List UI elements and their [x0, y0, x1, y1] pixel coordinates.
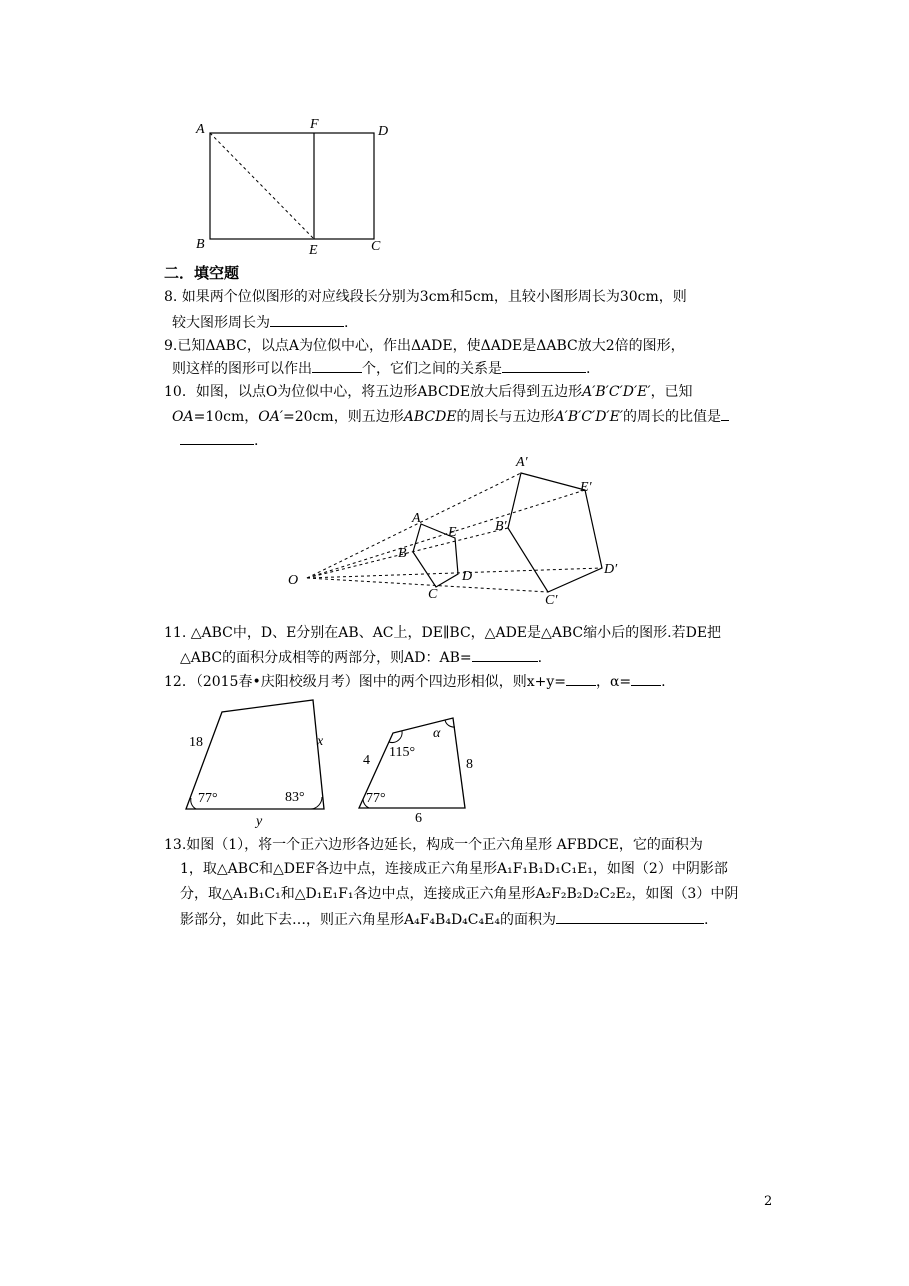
q8-end: . [344, 315, 349, 331]
q10-pentagon-prime: A′B′C′D′E′ [582, 384, 651, 400]
q11-end: . [537, 650, 543, 666]
q10-text-f: 的周长的比值是 [623, 409, 721, 425]
q9-answer-blank-1[interactable] [312, 358, 362, 373]
q13-line2: 1，取△ABC和△DEF各边中点，连接成正六角星形A₁F₁B₁D₁C₁E₁，如图（2）中阴影部 [180, 861, 728, 877]
q13-line4 [180, 909, 708, 930]
quad-left-side-right: x [317, 734, 324, 749]
q10-text-b: ，已知 [650, 384, 693, 400]
q9-text-b: 个，它们之间的关系是 [362, 361, 502, 377]
rect-abcd [210, 133, 374, 239]
label-pd: D [462, 569, 473, 584]
ray-ob [307, 528, 508, 578]
label-f: F [310, 117, 319, 132]
label-o: O [288, 573, 299, 588]
q11-answer-blank[interactable] [472, 647, 538, 662]
angle-mark-left-77 [191, 798, 196, 809]
label-e-prime: E′ [580, 480, 592, 495]
label-pa: A [412, 511, 421, 526]
label-c: C [371, 239, 381, 254]
q13-end: . [703, 912, 709, 928]
quad-left-side-left: 18 [189, 735, 203, 750]
q10-text-e: 的周长与五边形 [456, 409, 555, 425]
q9-answer-blank-2[interactable] [502, 358, 586, 373]
q10-line3 [180, 430, 258, 451]
q10-text-d: =20cm，则五边形 [283, 409, 404, 425]
quad-right-angle-top: 115° [389, 745, 416, 760]
q10-text-c: =10cm， [193, 409, 259, 425]
q8-line1: 8. 如果两个位似图形的对应线段长分别为3cm和5cm，且较小图形周长为30cm，则 [164, 289, 687, 305]
label-a-prime: A′ [516, 455, 528, 470]
label-c-prime: C′ [545, 593, 558, 608]
q13-line1: 13.如图（1），将一个正六边形各边延长，构成一个正六角星形 AFBDCE，它的面积为 [164, 837, 703, 853]
label-d: D [378, 124, 389, 139]
quad-left-side-bottom: y [256, 814, 263, 829]
quad-right-angle-left: 77° [366, 791, 386, 806]
q11-text: △ABC的面积分成相等的两部分，则AD：AB= [180, 650, 472, 666]
q9-line2 [172, 358, 590, 379]
q10-answer-blank[interactable] [180, 430, 254, 445]
dashed-ae [210, 133, 314, 239]
q12-line1 [164, 671, 666, 692]
quad-right-side-right: 8 [466, 757, 473, 772]
q12-answer-blank-1[interactable] [566, 671, 596, 686]
label-e: E [309, 243, 318, 258]
quad-left-angle-right: 83° [285, 790, 305, 805]
q10-oa: OA [172, 409, 194, 425]
section-title: 二．填空题 [164, 264, 240, 282]
q10-abcde: ABCDE [403, 409, 457, 425]
q10-line2 [172, 406, 729, 427]
q9-text-a: 则这样的图形可以作出 [172, 361, 312, 377]
q13-answer-blank[interactable] [556, 909, 704, 924]
quad-right-side-left: 4 [363, 753, 370, 768]
q12-text-a: 12．（2015春•庆阳校级月考）图中的两个四边形相似，则x+y= [164, 674, 566, 690]
q11-line1: 11. △ABC中，D、E分别在AB、AC上，DE∥BC，△ADE是△ABC缩小后的图形.若DE把 [164, 625, 722, 641]
q8-line2 [172, 312, 348, 333]
q11-line2 [180, 647, 542, 668]
quad-left-angle-left: 77° [198, 791, 218, 806]
label-pc: C [428, 587, 438, 602]
angle-mark-left-83 [311, 797, 322, 809]
label-b-prime: B′ [495, 519, 507, 534]
q10-oa-prime: OA′ [258, 409, 284, 425]
quad-right-side-bottom: 6 [415, 811, 422, 826]
q10-line1 [164, 382, 693, 402]
q13-text: 影部分，如此下去…，则正六角星形A₄F₄B₄D₄C₄E₄的面积为 [180, 912, 556, 928]
q12-answer-blank-2[interactable] [631, 671, 661, 686]
q9-end: . [586, 361, 591, 377]
q9-line1: 9.已知ΔABC，以点A为位似中心，作出ΔADE，使ΔADE是ΔABC放大2倍的图形， [164, 338, 685, 354]
figure-rectangle [195, 117, 388, 258]
label-b: B [196, 237, 205, 252]
q8-text: 较大图形周长为 [172, 315, 270, 331]
label-pe: E [448, 525, 457, 540]
figure-quadrilaterals [186, 700, 473, 829]
q12-end: . [661, 674, 666, 690]
q10-end: . [254, 433, 259, 449]
q8-answer-blank[interactable] [270, 312, 344, 327]
q10-pentagon-prime-2: A′B′C′D′E′ [554, 409, 623, 425]
label-pb: B [398, 546, 407, 561]
label-d-prime: D′ [604, 562, 618, 577]
q10-blank-start[interactable] [721, 406, 729, 421]
label-a: A [196, 122, 205, 137]
q10-text-a: 10．如图，以点O为位似中心，将五边形ABCDE放大后得到五边形 [164, 384, 583, 400]
quad-right-angle-alpha: α [433, 726, 441, 741]
q13-line3: 分，取△A₁B₁C₁和△D₁E₁F₁各边中点，连接成正六角星形A₂F₂B₂D₂C₂E₂，如图（3）中阴 [180, 886, 739, 902]
page-number: 2 [764, 1194, 773, 1209]
figure-pentagons [288, 455, 618, 608]
q12-text-b: ，α= [595, 674, 632, 690]
